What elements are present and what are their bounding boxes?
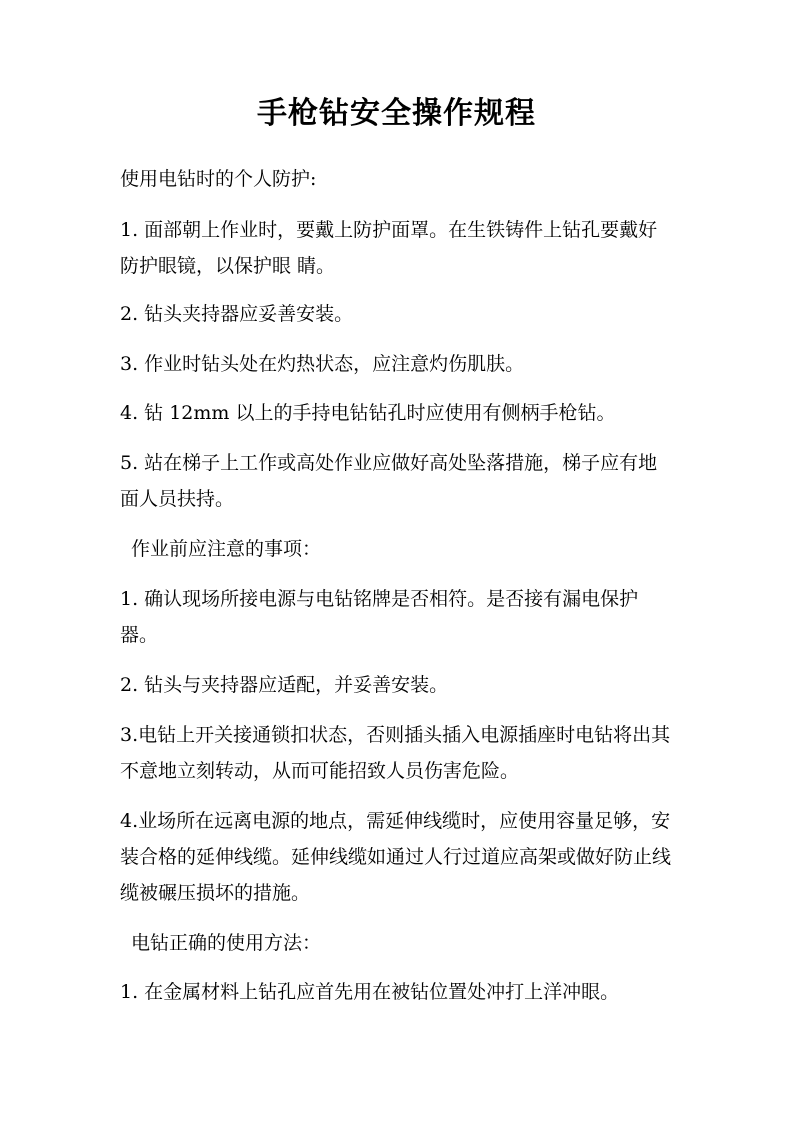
- paragraph-line: 器。: [120, 624, 159, 646]
- section-heading-correct-usage: 电钻正确的使用方法：: [131, 932, 322, 954]
- paragraph-line: 2. 钻头夹持器应妥善安装。: [120, 303, 354, 325]
- paragraph-line: 4. 钻 12mm 以上的手持电钻钻孔时应使用有侧柄手枪钻。: [120, 402, 616, 424]
- paragraph-line: 4.业场所在远离电源的地点，需延伸线缆时，应使用容量足够，安: [120, 810, 671, 832]
- paragraph-line: 3. 作业时钻头处在灼热状态，应注意灼伤肌肤。: [120, 353, 525, 375]
- paragraph-line: 1. 在金属材料上钻孔应首先用在被钻位置处冲打上洋冲眼。: [120, 981, 620, 1003]
- paragraph-line: 2. 钻头与夹持器应适配，并妥善安装。: [120, 674, 449, 696]
- paragraph-line: 1. 确认现场所接电源与电钻铭牌是否相符。是否接有漏电保护: [120, 588, 639, 610]
- paragraph-line: 不意地立刻转动，从而可能招致人员伤害危险。: [120, 760, 520, 782]
- section-heading-precautions: 作业前应注意的事项：: [131, 538, 322, 560]
- paragraph-line: 缆被碾压损坏的措施。: [120, 882, 311, 904]
- section-heading-personal-protection: 使用电钻时的个人防护:: [120, 168, 317, 190]
- paragraph-line: 3.电钻上开关接通锁扣状态，否则插头插入电源插座时电钻将出其: [120, 724, 671, 746]
- paragraph-line: 装合格的延伸线缆。延伸线缆如通过人行过道应高架或做好防止线: [120, 846, 672, 868]
- paragraph-line: 防护眼镜，以保护眼 睛。: [120, 255, 336, 277]
- document-title: 手枪钻安全操作规程: [257, 96, 536, 131]
- paragraph-line: 面人员扶持。: [120, 488, 235, 510]
- paragraph-line: 5. 站在梯子上工作或高处作业应做好高处坠落措施，梯子应有地: [120, 452, 658, 474]
- paragraph-line: 1. 面部朝上作业时，要戴上防护面罩。在生铁铸件上钻孔要戴好: [120, 219, 658, 241]
